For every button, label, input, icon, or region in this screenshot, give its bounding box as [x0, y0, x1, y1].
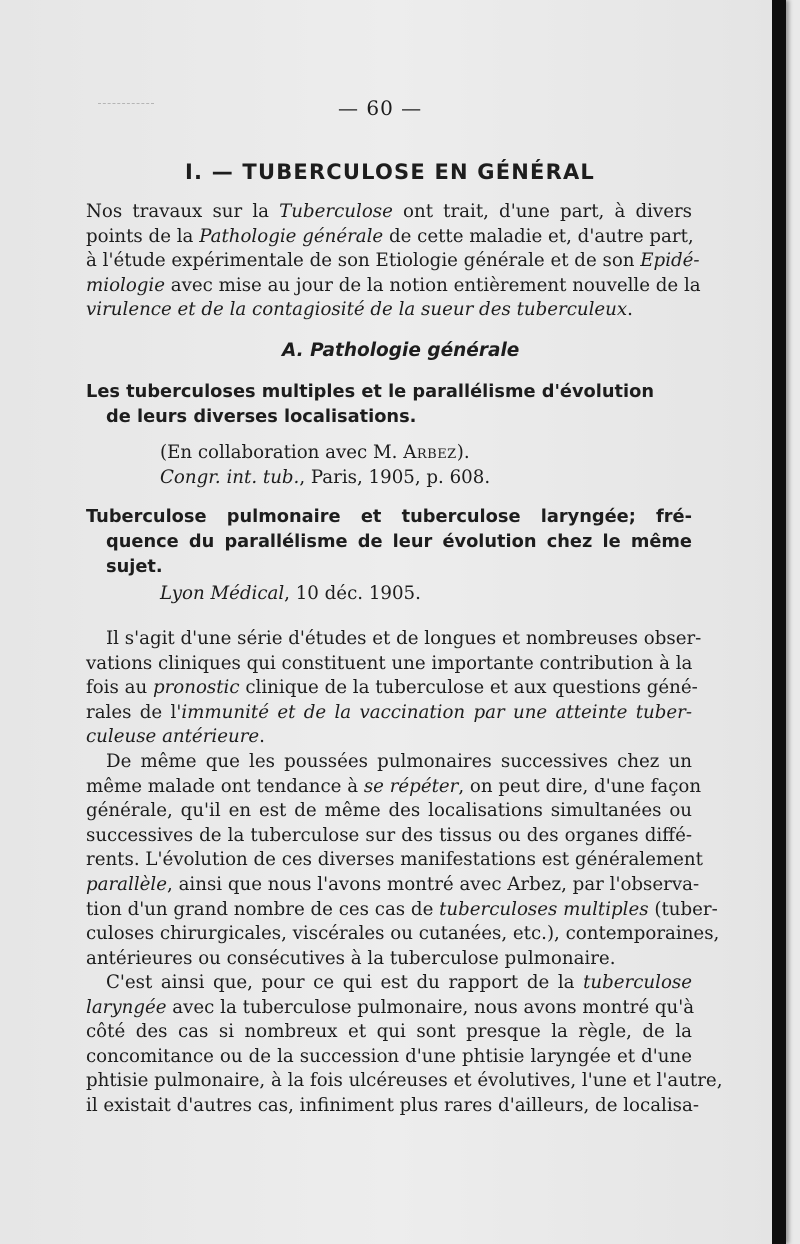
entry-2-title: Tuberculose pulmonaire et tuberculose laryngée; fré- quence du parallélisme de leur évolution chez le même sujet. [86, 506, 692, 577]
page-number: — 60 — [338, 96, 423, 120]
subsection-title: A. Pathologie générale [282, 340, 520, 361]
body-paragraph-3: C'est ainsi que, pour ce qui est du rapport de la tuberculose laryngée avec la tuberculose pulmonaire, nous avons montré qu'à côté des cas si nombreux et qui sont presque la règle, de la concomitance ou de la succession d'une phtisie laryngée et d'une phtisie pulmonaire, à la fois ulcéreuses et évolutives, l'une et l'autre, il existait d'autres cas, infiniment plus rares d'ailleurs, de localisa- [86, 972, 723, 1116]
section-title: I. — TUBERCULOSE EN GÉNÉRAL [185, 160, 595, 184]
entry-2-reference: Lyon Médical, 10 déc. 1905. [160, 583, 421, 604]
body-paragraph-1: Il s'agit d'une série d'études et de longues et nombreuses obser- vations cliniques qui constituent une importante contribution à la fois au pronostic clinique de la tuberculose et aux questions géné- rales de l'immunité et de la vaccination par une atteinte tuber- culeuse antérieure. [86, 628, 702, 748]
entry-1-reference: (En collaboration avec M. Arbez). Congr. int. tub., Paris, 1905, p. 608. [160, 442, 491, 488]
intro-paragraph: Nos travaux sur la Tuberculose ont trait, d'une part, à divers points de la Pathologie générale de cette maladie et, d'autre part, à l'étude expérimentale de son Etiologie générale et de son Epidé- miologie avec mise au jour de la notion entièrement nouvelle de la virulence et de la contagiosité de la sueur des tuberculeux. [86, 201, 701, 321]
page-edge-shadow [772, 0, 786, 1244]
body-paragraph-2: De même que les poussées pulmonaires successives chez un même malade ont tendance à se répéter, on peut dire, d'une façon générale, qu'il en est de même des localisations simultanées ou successives de la tuberculose sur des tissus ou des organes diffé- rents. L'évolution de ces diverses manifestations est généralement parallèle, ainsi que nous l'avons montré avec Arbez, par l'observa- tion d'un grand nombre de ces cas de tuberculoses multiples (tuber- culoses chirurgicales, viscérales ou cutanées, etc.), contemporaines, antérieures ou consécutives à la tuberculose pulmonaire. [86, 751, 720, 969]
pencil-mark [98, 103, 154, 105]
entry-1-title: Les tuberculoses multiples et le parallélisme d'évolution de leurs diverses localisations. [86, 381, 654, 427]
